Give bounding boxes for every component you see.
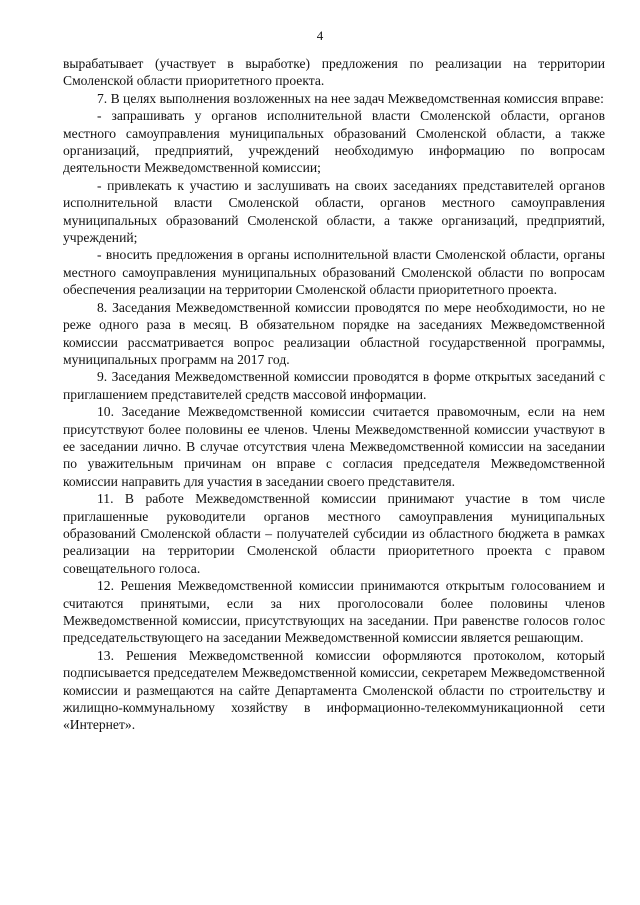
document-body bbox=[63, 55, 605, 734]
paragraph-7-item-1: - запрашивать у органов исполнительной власти Смоленской области, органов местного самоуправления муниципальных образований Смоленской области, а также организаций, предприятий, учреждений необходимую информацию по вопросам деятельности Межведомственной комиссии; bbox=[63, 108, 605, 176]
paragraph-10: 10. Заседание Межведомственной комиссии считается правомочным, если на нем присутствуют более половины ее членов. Члены Межведомственной комиссии участвуют в ее заседании лично. В случае отсутствия члена Межведомственной комиссии на заседании по уважительным причинам он вправе с согласия председателя Межведомственной комиссии направить для участия в заседании своего представителя. bbox=[63, 404, 605, 489]
paragraph-7: 7. В целях выполнения возложенных на нее задач Межведомственная комиссия вправе: bbox=[97, 90, 604, 106]
paragraph-8: 8. Заседания Межведомственной комиссии проводятся по мере необходимости, но не реже одного раза в месяц. В обязательном порядке на заседаниях Межведомственной комиссии рассматривается вопрос реализации областной государственной программы, муниципальных программ на 2017 год. bbox=[63, 299, 605, 367]
page-number: 4 bbox=[316, 28, 324, 43]
paragraph-7-item-2: - привлекать к участию и заслушивать на своих заседаниях представителей органов исполнительной власти Смоленской области, органов местного самоуправления муниципальных образований Смоленской области, а также организаций, предприятий, учреждений; bbox=[63, 177, 605, 246]
paragraph-7-item-3: - вносить предложения в органы исполнительной власти Смоленской области, органы местного самоуправления муниципальных образований Смоленской области по вопросам обеспечения реализации на территории Смоленской области приоритетного проекта. bbox=[63, 247, 605, 298]
paragraph-continuation: вырабатывает (участвует в выработке) предложения по реализации на территории Смоленской области приоритетного проекта. bbox=[63, 56, 605, 89]
paragraph-12: 12. Решения Межведомственной комиссии принимаются открытым голосованием и считаются принятыми, если за них проголосовали более половины членов Межведомственной комиссии, присутствующих на заседании. При равенстве голосов голос председательствующего на заседании Межведомственной комиссии является решающим. bbox=[63, 578, 605, 646]
paragraph-9: 9. Заседания Межведомственной комиссии проводятся в форме открытых заседаний с приглашением представителей средств массовой информации. bbox=[63, 369, 605, 402]
paragraph-11: 11. В работе Межведомственной комиссии принимают участие в том числе приглашенные руководители органов местного самоуправления муниципальных образований Смоленской области – получателей субсидии из областного бюджета в рамках реализации на территории Смоленской области приоритетного проекта с правом совещательного голоса. bbox=[63, 491, 605, 576]
paragraph-13: 13. Решения Межведомственной комиссии оформляются протоколом, который подписывается председателем Межведомственной комиссии, секретарем Межведомственной комиссии и размещаются на сайте Департамента Смоленской области по строительству и жилищно-коммунальному хозяйству в информационно-телекоммуникационной сети «Интернет». bbox=[63, 647, 605, 733]
